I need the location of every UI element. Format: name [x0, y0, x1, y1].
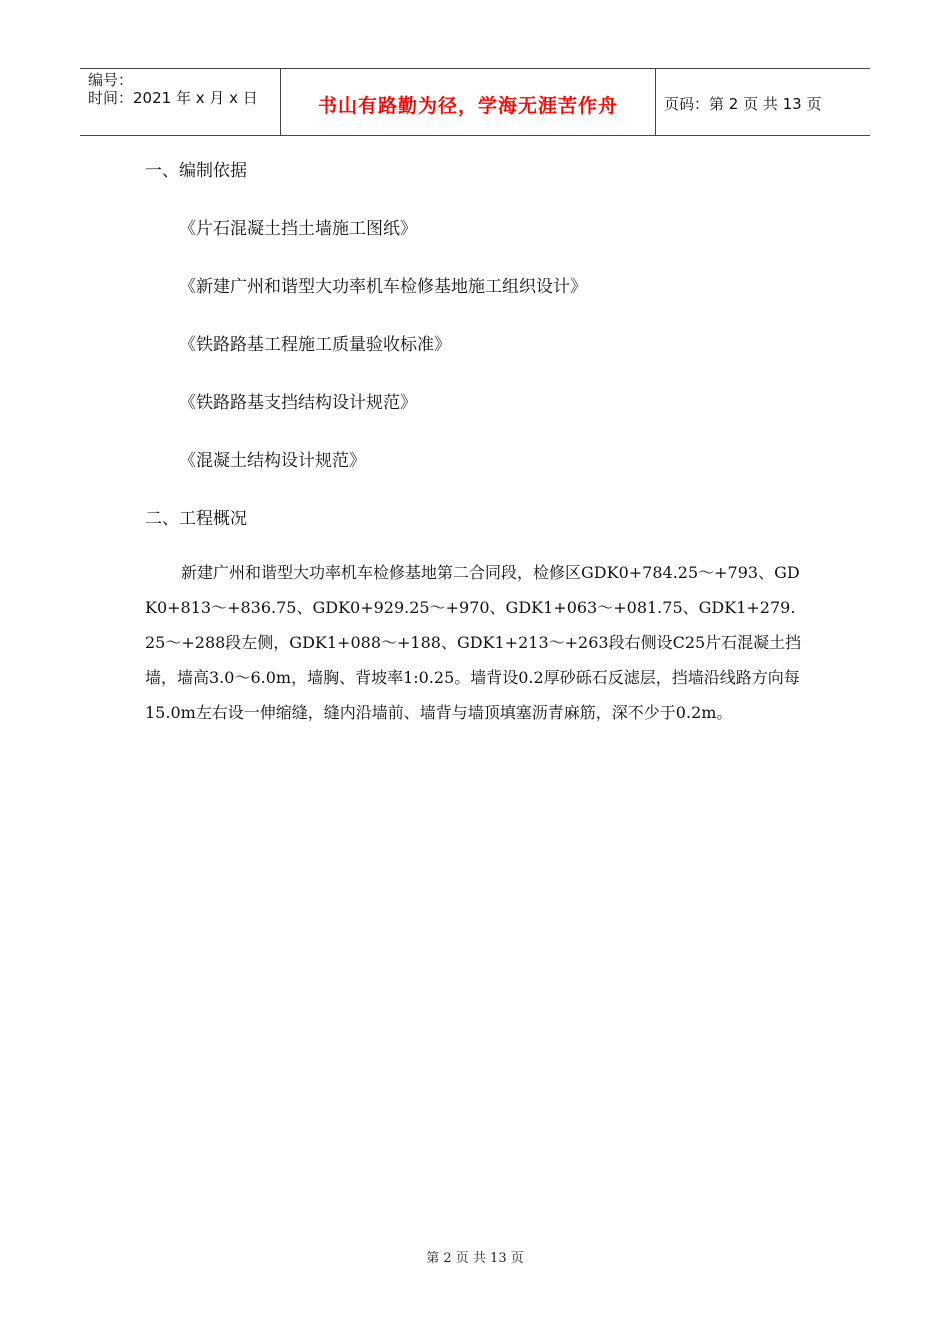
reference-item: 《混凝土结构设计规范》	[179, 451, 366, 471]
section-heading-overview: 二、工程概况	[145, 509, 247, 529]
reference-item: 《铁路路基支挡结构设计规范》	[179, 393, 417, 413]
header-meta-cell	[80, 69, 281, 135]
reference-item: 《铁路路基工程施工质量验收标准》	[179, 335, 451, 355]
serial-label: 编号：	[88, 71, 134, 89]
overview-paragraph: 新建广州和谐型大功率机车检修基地第二合同段，检修区GDK0+784.25～+793、GDK0+813～+836.75、GDK0+929.25～+970、GDK1+063～+081.75、GDK1+279.25～+288段左侧，GDK1+088～+188、GDK1+213～+263段右侧设C25片石混凝土挡墙，墙高3.0～6.0m，墙胸、背坡率1:0.25。墙背设0.2厚砂砾石反滤层，挡墙沿线路方向每15.0m左右设一伸缩缝，缝内沿墙前、墙背与墙顶填塞沥青麻筋，深不少于0.2m。	[145, 563, 802, 722]
header-motto: 书山有路勤为径，学海无涯苦作舟	[281, 69, 656, 135]
page-header	[80, 68, 870, 136]
reference-item: 《新建广州和谐型大功率机车检修基地施工组织设计》	[179, 277, 587, 297]
header-page-info: 页码：第 2 页 共 13 页	[664, 94, 822, 113]
reference-item: 《片石混凝土挡土墙施工图纸》	[179, 219, 417, 239]
page-footer: 第 2 页 共 13 页	[426, 1251, 524, 1266]
document-body	[145, 155, 805, 730]
time-label: 时间：2021 年 x 月 x 日	[88, 89, 258, 107]
section-heading-basis: 一、编制依据	[145, 161, 247, 181]
